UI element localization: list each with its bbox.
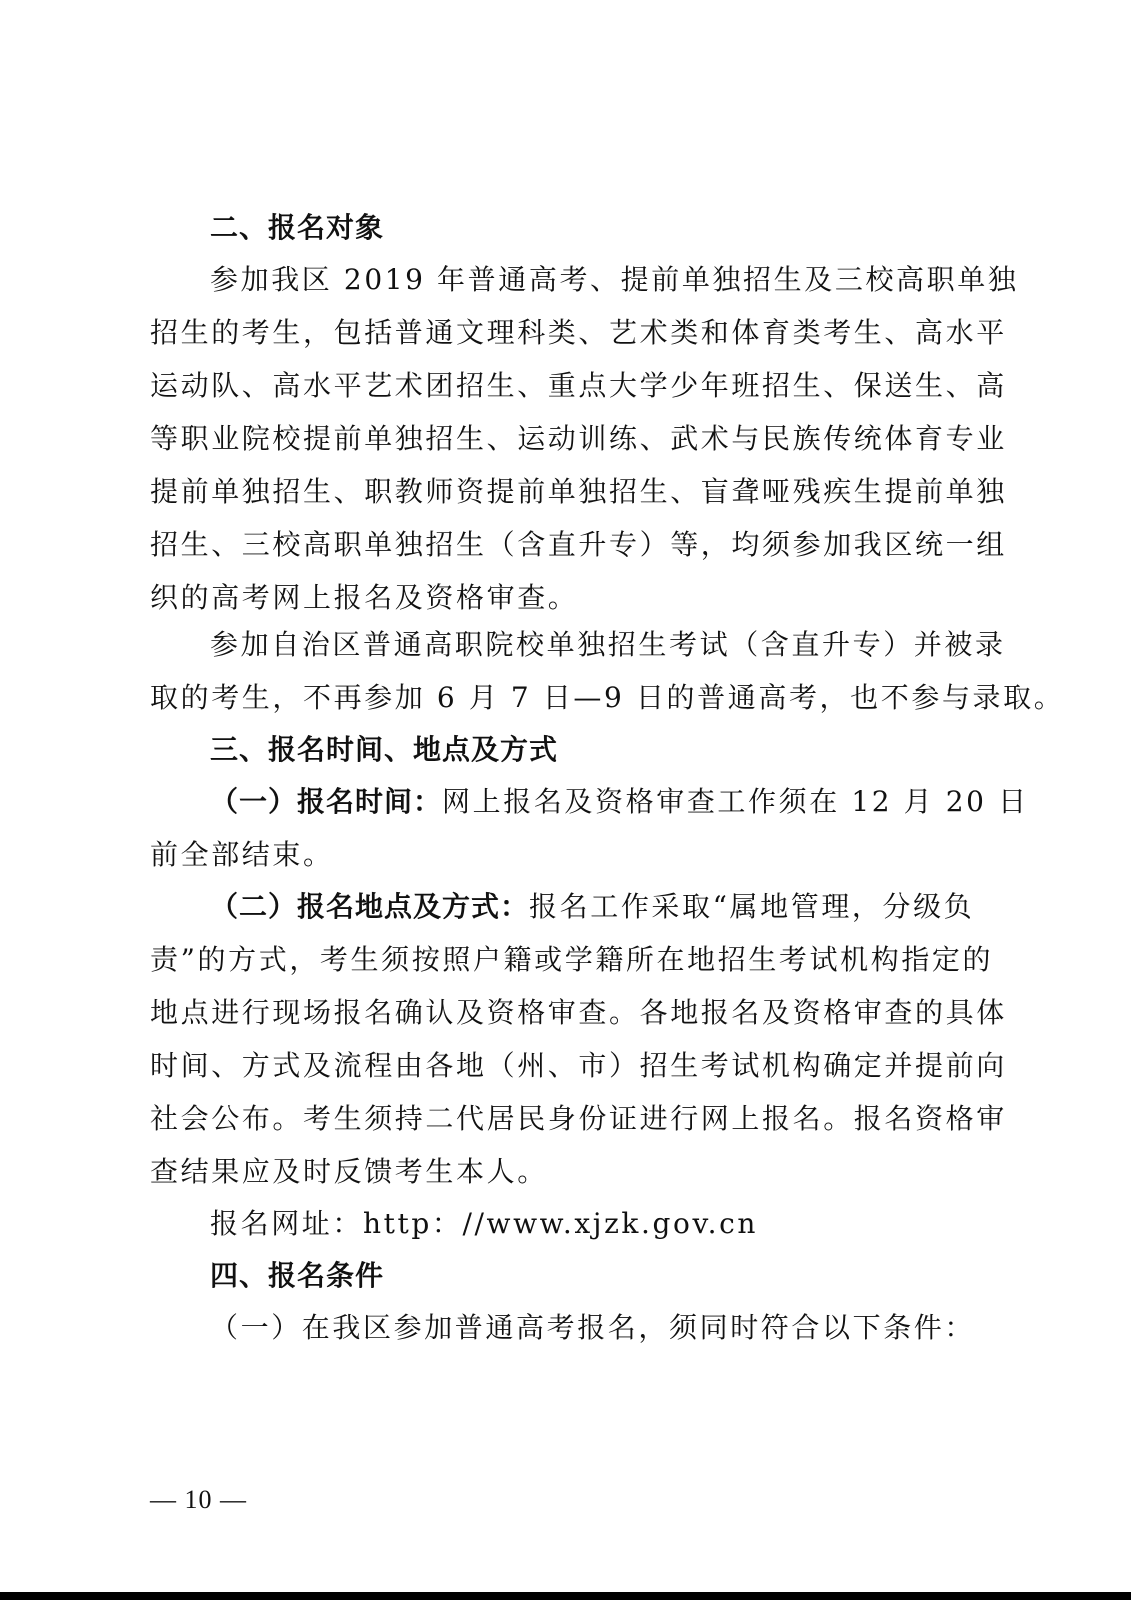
paragraph-line: 招生的考生，包括普通文理科类、艺术类和体育类考生、高水平 xyxy=(150,316,1007,349)
paragraph-line: 地点进行现场报名确认及资格审查。各地报名及资格审查的具体 xyxy=(150,996,1007,1029)
item-label-place: （二）报名地点及方式： xyxy=(210,890,530,923)
item-label-time: （一）报名时间： xyxy=(210,785,443,818)
paragraph-line xyxy=(210,887,990,927)
paragraph-line: 取的考生，不再参加 6 月 7 日—9 日的普通高考，也不参与录取。 xyxy=(150,681,1065,714)
paragraph-line: 织的高考网上报名及资格审查。 xyxy=(150,581,579,614)
paragraph-line: 招生、三校高职单独招生（含直升专）等，均须参加我区统一组 xyxy=(150,528,1007,561)
item-text: 网上报名及资格审查工作须在 12 月 20 日 xyxy=(442,785,1029,818)
registration-website: 报名网址：http：//www.xjzk.gov.cn xyxy=(210,1207,758,1240)
paragraph-line: 社会公布。考生须持二代居民身份证进行网上报名。报名资格审 xyxy=(150,1102,1007,1135)
paragraph-line: 等职业院校提前单独招生、运动训练、武术与民族传统体育专业 xyxy=(150,422,1007,455)
paragraph-line: （一）在我区参加普通高考报名，须同时符合以下条件： xyxy=(210,1311,976,1344)
paragraph-line: 时间、方式及流程由各地（州、市）招生考试机构确定并提前向 xyxy=(150,1049,1007,1082)
section-heading-registration-targets: 二、报名对象 xyxy=(210,211,385,244)
section-heading-registration-conditions: 四、报名条件 xyxy=(210,1259,385,1292)
paragraph-line: 运动队、高水平艺术团招生、重点大学少年班招生、保送生、高 xyxy=(150,369,1007,402)
paragraph-line xyxy=(210,782,1029,822)
paragraph-line: 参加我区 2019 年普通高考、提前单独招生及三校高职单独 xyxy=(210,263,1019,296)
paragraph-line: 参加自治区普通高职院校单独招生考试（含直升专）并被录 xyxy=(210,628,1006,661)
section-heading-registration-time-place: 三、报名时间、地点及方式 xyxy=(210,733,559,766)
paragraph-line: 责”的方式，考生须按照户籍或学籍所在地招生考试机构指定的 xyxy=(150,943,994,976)
paragraph-line: 前全部结束。 xyxy=(150,838,334,871)
paragraph-line: 查结果应及时反馈考生本人。 xyxy=(150,1155,548,1188)
item-text: 报名工作采取“属地管理，分级负 xyxy=(529,890,975,923)
page-number: — 10 — xyxy=(150,1485,247,1514)
paragraph-line: 提前单独招生、职教师资提前单独招生、盲聋哑残疾生提前单独 xyxy=(150,475,1007,508)
bottom-border xyxy=(0,1592,1131,1600)
